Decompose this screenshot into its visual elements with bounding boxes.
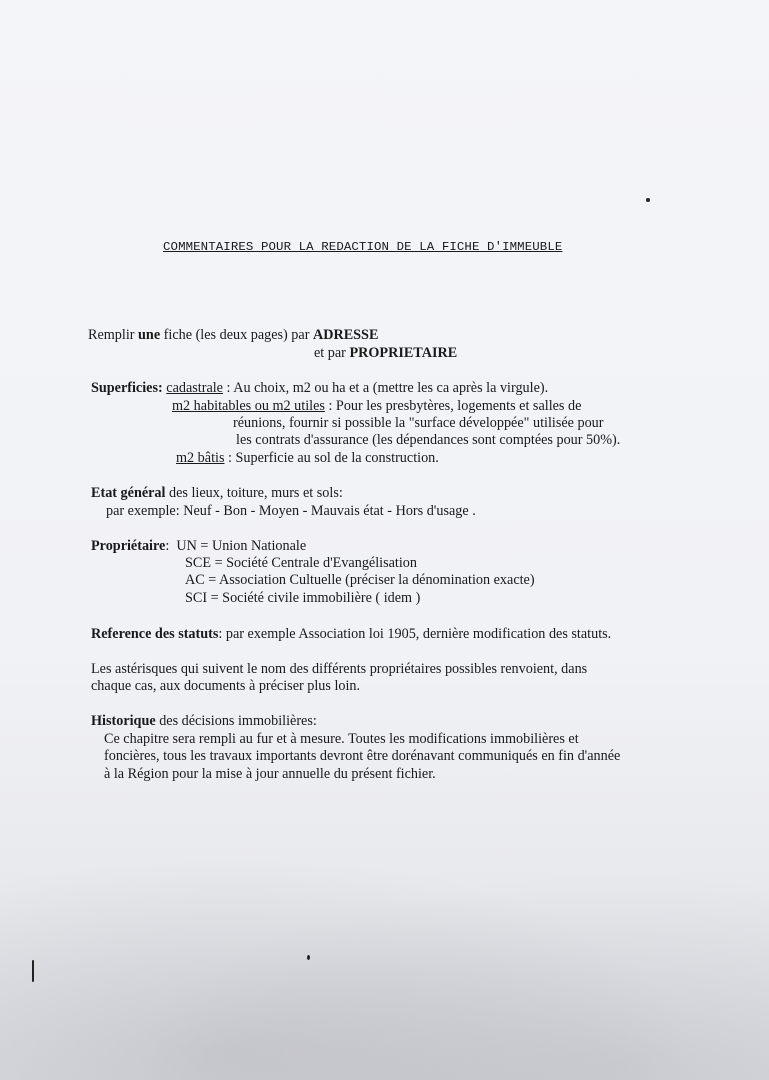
superficies-line-4: les contrats d'assurance (les dépendances sont comptées pour 50%). (236, 432, 621, 448)
asterisques-line-1: Les astérisques qui suivent le nom des différents propriétaires possibles renvoient, dans (91, 661, 588, 677)
intro-line-1: Remplir une fiche (les deux pages) par ADRESSE (88, 327, 379, 343)
proprietaire-ac: AC = Association Cultuelle (préciser la dénomination exacte) (185, 572, 535, 588)
scan-shadow (0, 820, 769, 1080)
superficies-line-5: m2 bâtis : Superficie au sol de la construction. (176, 450, 439, 466)
proprietaire-line-1: Propriétaire: UN = Union Nationale (91, 538, 307, 554)
proprietaire-sci: SCI = Société civile immobilière ( idem ) (185, 590, 421, 606)
scan-speck (32, 960, 34, 982)
intro-line-2: et par PROPRIETAIRE (314, 345, 458, 361)
asterisques-line-2: chaque cas, aux documents à préciser plus loin. (91, 678, 361, 694)
document-title: COMMENTAIRES POUR LA REDACTION DE LA FICHE D'IMMEUBLE (163, 240, 563, 254)
historique-line-1: Ce chapitre sera rempli au fur et à mesure. Toutes les modifications immobilières et (104, 731, 579, 747)
historique-line-2: foncières, tous les travaux importants devront être dorénavant communiqués en fin d'année (104, 748, 621, 764)
superficies-line-1: Superficies: cadastrale : Au choix, m2 ou ha et a (mettre les ca après la virgule). (91, 380, 549, 396)
proprietaire-sce: SCE = Société Centrale d'Evangélisation (185, 555, 417, 571)
scan-speck (646, 198, 650, 202)
superficies-line-3: réunions, fournir si possible la "surface développée" utilisée pour (233, 415, 604, 431)
etat-line-1: Etat général des lieux, toiture, murs et sols: (91, 485, 343, 501)
historique-heading: Historique des décisions immobilières: (91, 713, 317, 729)
reference-line: Reference des statuts: par exemple Association loi 1905, dernière modification des statuts. (91, 626, 612, 642)
scan-speck (307, 955, 310, 960)
etat-line-2: par exemple: Neuf - Bon - Moyen - Mauvais état - Hors d'usage . (106, 503, 476, 519)
superficies-line-2: m2 habitables ou m2 utiles : Pour les presbytères, logements et salles de (172, 398, 582, 414)
historique-line-3: à la Région pour la mise à jour annuelle du présent fichier. (104, 766, 436, 782)
